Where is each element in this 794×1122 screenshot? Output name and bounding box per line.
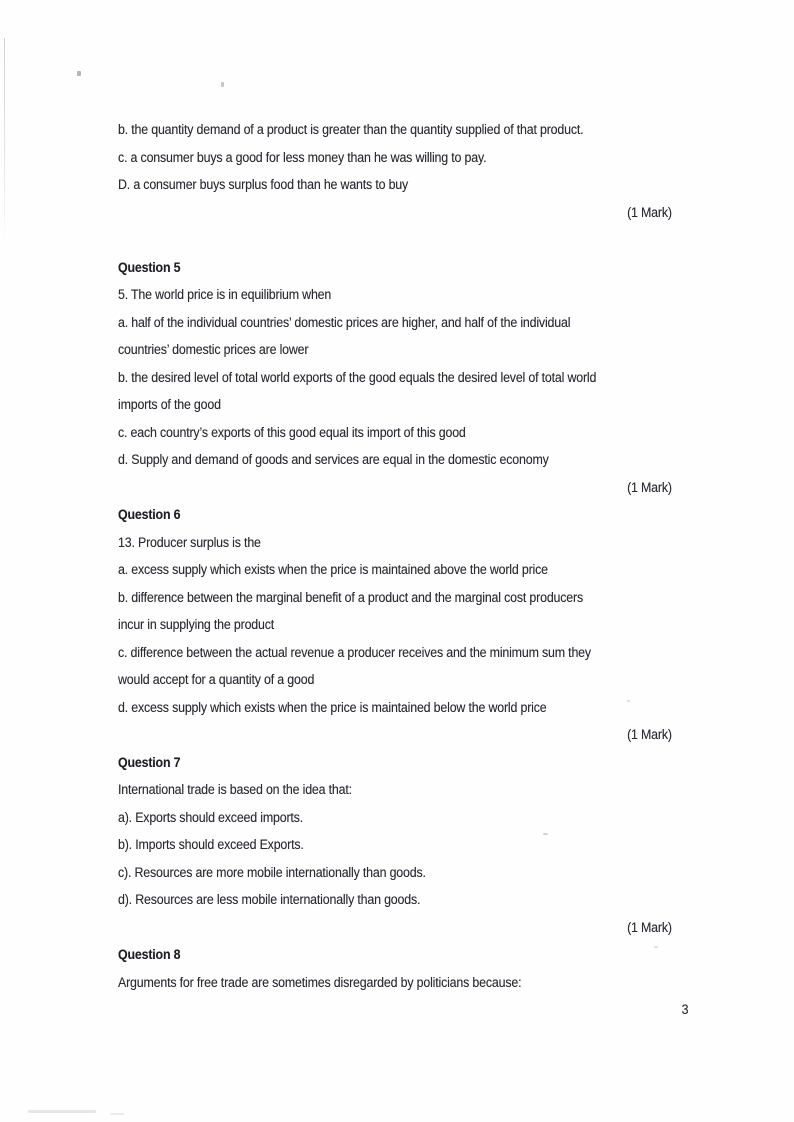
option-line: incur in supplying the product [118, 617, 275, 632]
option-line: would accept for a quantity of a good [118, 672, 315, 687]
question-heading: Question 6 [118, 507, 181, 522]
scan-artifact-smudge [110, 1113, 124, 1115]
page-number: 3 [681, 1002, 689, 1017]
scan-artifact-smudge [28, 1110, 96, 1113]
option-line: b. the desired level of total world exports of the good equals the desired level of total world [118, 369, 597, 385]
question-heading: Question 5 [118, 259, 181, 275]
option-line: a. excess supply which exists when the price is maintained above the world price [118, 562, 548, 577]
option-line: d. Supply and demand of goods and services are equal in the domestic economy [118, 452, 549, 467]
scan-artifact-speck [77, 71, 81, 76]
option-line: imports of the good [118, 397, 221, 412]
mark-label: (1 Mark) [627, 727, 672, 742]
option-line: b. difference between the marginal benefit of a product and the marginal cost producers [118, 589, 584, 605]
option-line: D. a consumer buys surplus food than he wants to buy [118, 177, 409, 192]
option-line: d. excess supply which exists when the price is maintained below the world price [118, 699, 547, 715]
question-text-line: Arguments for free trade are sometimes disregarded by politicians because: [118, 974, 522, 990]
question-heading: Question 7 [118, 754, 181, 770]
mark-label: (1 Mark) [627, 204, 672, 220]
option-line: countries’ domestic prices are lower [118, 342, 309, 357]
option-line: c). Resources are more mobile internationally than goods. [118, 864, 426, 880]
option-line: d). Resources are less mobile internationally than goods. [118, 892, 421, 907]
option-line: c. each country’s exports of this good equal its import of this good [118, 424, 466, 440]
option-line: c. a consumer buys a good for less money than he was willing to pay. [118, 149, 487, 165]
scan-artifact-speck [221, 82, 224, 87]
question-text-line: 5. The world price is in equilibrium when [118, 287, 332, 302]
option-line: b). Imports should exceed Exports. [118, 837, 304, 852]
blank-line [118, 226, 688, 254]
question-text-line: 13. Producer surplus is the [118, 534, 261, 550]
option-line: a). Exports should exceed imports. [118, 809, 303, 825]
option-line: c. difference between the actual revenue a producer receives and the minimum sum they [118, 644, 591, 660]
mark-label: (1 Mark) [627, 919, 672, 935]
scan-artifact-vertical-line [4, 38, 5, 243]
option-line: b. the quantity demand of a product is greater than the quantity supplied of that product. [118, 122, 584, 137]
question-text-line: International trade is based on the idea that: [118, 782, 352, 797]
page-content [118, 116, 688, 1024]
mark-label: (1 Mark) [627, 479, 672, 495]
question-heading: Question 8 [118, 947, 181, 962]
option-line: a. half of the individual countries’ domestic prices are higher, and half of the individual [118, 314, 571, 330]
